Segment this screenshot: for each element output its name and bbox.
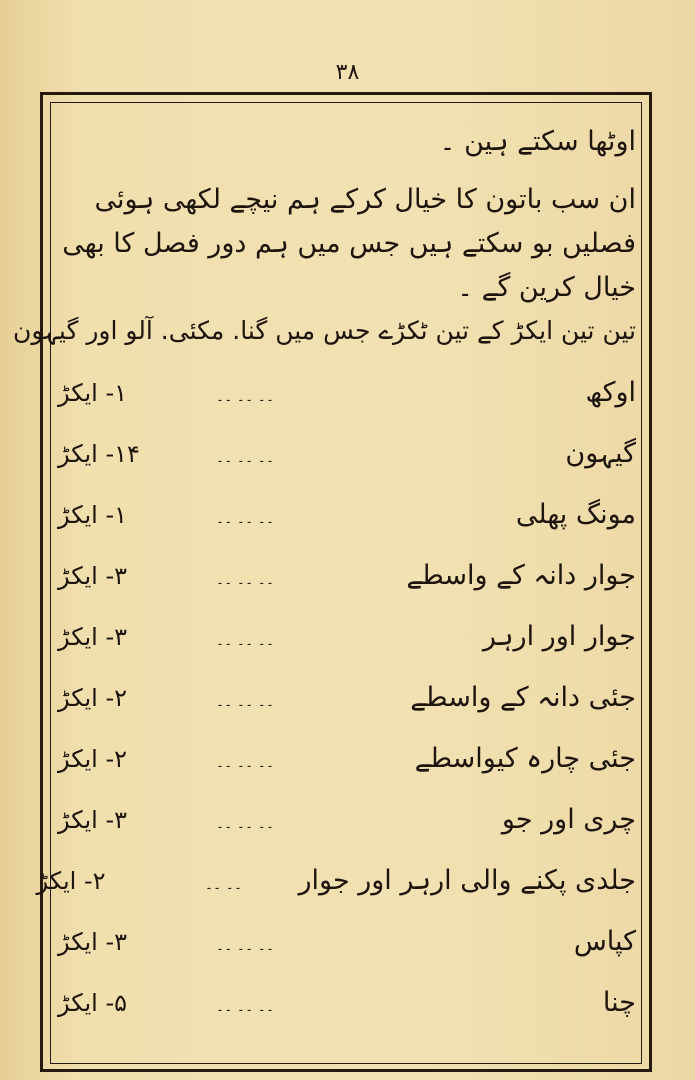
leader-marks: ۔۔ ۔۔ ۔۔ bbox=[215, 816, 275, 832]
crop-row bbox=[36, 865, 636, 926]
crop-row bbox=[58, 743, 636, 804]
crop-name: چنا bbox=[602, 987, 636, 1018]
crop-acreage: ۱- ایکڑ bbox=[58, 501, 128, 529]
crop-name: تین تین ایکڑ کے تین ٹکڑے جس میں گنا. مکئی. آلو اور گیہون bbox=[13, 316, 636, 345]
crop-row bbox=[58, 499, 636, 560]
leader-marks: ۔۔ ۔۔ ۔۔ bbox=[215, 999, 275, 1015]
leader-marks: ۔۔ ۔۔ ۔۔ bbox=[215, 450, 275, 466]
leader-marks: ۔۔ ۔۔ ۔۔ bbox=[215, 511, 275, 527]
leader-marks: ۔۔ ۔۔ ۔۔ bbox=[215, 938, 275, 954]
leader-marks: ۔۔ ۔۔ ۔۔ bbox=[215, 633, 275, 649]
crop-row bbox=[58, 621, 636, 682]
crop-name: جئی دانہ کے واسطے bbox=[410, 682, 636, 713]
crop-name: چری اور جو bbox=[501, 804, 636, 835]
crop-row bbox=[13, 316, 636, 377]
crop-acreage: ۱۴- ایکڑ bbox=[58, 440, 140, 468]
crop-name: جوار اور ارہر bbox=[482, 621, 636, 652]
crop-name: جئی چارہ کیواسطے bbox=[414, 743, 636, 774]
crop-row bbox=[58, 682, 636, 743]
paragraph-intro: ان سب باتون کا خیال کرکے ہم نیچے لکھی ہوئی فصلیں بو سکتے ہیں جس میں ہم دور فصل کا بھی خیال کرین گے ۔ bbox=[62, 184, 636, 303]
crop-name: اوکھ bbox=[585, 377, 636, 408]
leader-marks: ۔۔ ۔۔ ۔۔ bbox=[215, 389, 275, 405]
crop-row bbox=[58, 377, 636, 438]
crop-acreage bbox=[0, 317, 13, 345]
leader-marks: ۔۔ ۔۔ ۔۔ bbox=[215, 572, 275, 588]
crop-acreage: ۲- ایکڑ bbox=[36, 867, 106, 895]
crop-acreage: ۳- ایکڑ bbox=[58, 623, 128, 651]
crop-acreage: ۳- ایکڑ bbox=[58, 928, 128, 956]
crop-table bbox=[13, 316, 636, 1048]
crop-row bbox=[58, 987, 636, 1048]
crop-acreage: ۱- ایکڑ bbox=[58, 379, 128, 407]
crop-name: جلدی پکنے والی ارہر اور جوار bbox=[298, 865, 636, 896]
page-number: ۳۸ bbox=[335, 60, 360, 85]
crop-acreage: ۲- ایکڑ bbox=[58, 745, 128, 773]
paragraph-continuation: اوٹھا سکتے ہین ۔ bbox=[439, 126, 636, 157]
crop-row bbox=[58, 560, 636, 621]
crop-name: گیہون bbox=[565, 438, 636, 469]
page-content bbox=[13, 112, 636, 1057]
crop-acreage: ۳- ایکڑ bbox=[58, 562, 128, 590]
crop-acreage: ۳- ایکڑ bbox=[58, 806, 128, 834]
leader-marks: ۔۔ ۔۔ ۔۔ bbox=[215, 694, 275, 710]
crop-row bbox=[58, 438, 636, 499]
crop-acreage: ۵- ایکڑ bbox=[58, 989, 128, 1017]
crop-row bbox=[58, 926, 636, 987]
crop-name: کپاس bbox=[573, 926, 636, 957]
leader-marks: ۔۔ ۔۔ ۔۔ bbox=[215, 755, 275, 771]
crop-name: مونگ پھلی bbox=[515, 499, 636, 530]
crop-row bbox=[58, 804, 636, 865]
crop-acreage: ۲- ایکڑ bbox=[58, 684, 128, 712]
crop-name: جوار دانہ کے واسطے bbox=[406, 560, 636, 591]
leader-marks: ۔۔ ۔۔ bbox=[204, 877, 243, 893]
